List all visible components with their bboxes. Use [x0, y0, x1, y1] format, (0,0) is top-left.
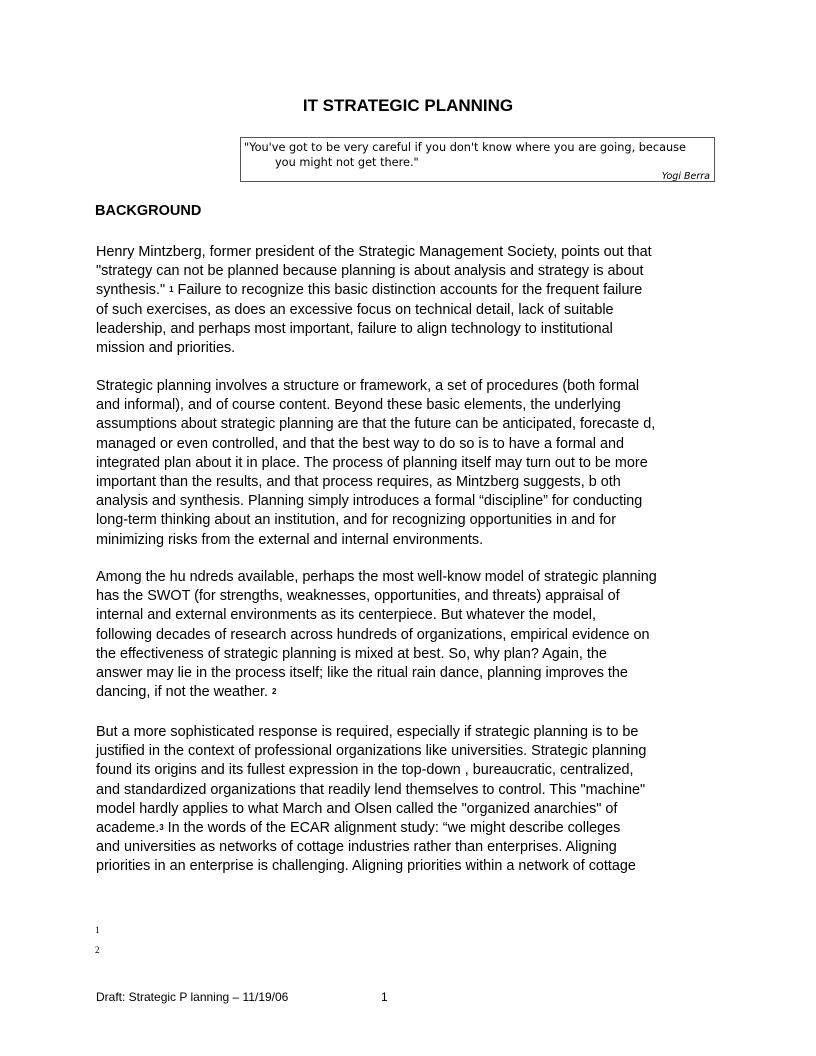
footnote-marker: 2 [95, 945, 100, 955]
paragraph-1 [96, 243, 736, 358]
paragraph-line [96, 683, 736, 702]
paragraph-line: analysis and synthesis. Planning simply introduces a formal “discipline” for conducting [96, 493, 643, 510]
paragraph-line-rest: Failure to recognize this basic distinction accounts for the frequent failure [173, 282, 643, 299]
paragraph-line: priorities in an enterprise is challenging. Aligning priorities within a network of cottage [96, 858, 636, 875]
paragraph-line: assumptions about strategic planning are that the future can be anticipated, forecaste d, [96, 416, 656, 433]
paragraph-line: internal and external environments as its centerpiece. But whatever the model, [96, 607, 596, 624]
quote-line-2: you might not get there." [275, 156, 419, 169]
paragraph-line: integrated plan about it in place. The process of planning itself may turn out to be more [96, 454, 648, 471]
paragraph-line: minimizing risks from the external and internal environments. [96, 531, 484, 548]
paragraph-line: Strategic planning involves a structure or framework, a set of procedures (both formal [96, 378, 640, 394]
footnote-ref[interactable]: 2 [272, 687, 277, 697]
paragraph-line: long-term thinking about an institution, and for recognizing opportunities in and for [96, 512, 616, 529]
quote-box [240, 137, 715, 182]
page-title: IT STRATEGIC PLANNING [302, 96, 514, 115]
paragraph-line: following decades of research across hundreds of organizations, empirical evidence on [96, 626, 650, 643]
paragraph-line: of such exercises, as does an excessive focus on technical detail, lack of suitable [96, 301, 614, 318]
paragraph-line: leadership, and perhaps most important, failure to align technology to institutional [96, 320, 613, 337]
paragraph-line-rest: In the words of the ECAR alignment study: “we might describe colleges [163, 820, 621, 837]
paragraph-line: the effectiveness of strategic planning is mixed at best. So, why plan? Again, the [96, 645, 607, 662]
paragraph-line-start: dancing, if not the weather. [96, 684, 273, 701]
paragraph-line: justified in the context of professional organizations like universities. Strategic planning [96, 743, 647, 760]
page-footer [96, 990, 388, 1004]
paragraph-line: and standardized organizations that readily lend themselves to control. This "machine" [96, 781, 646, 798]
page-number: 1 [381, 990, 388, 1004]
paragraph-line-start: academe. [96, 820, 160, 837]
paragraph-line: found its origins and its fullest expression in the top-down , bureaucratic, centralized, [96, 762, 634, 779]
paragraph-line: and universities as networks of cottage industries rather than enterprises. Aligning [96, 839, 617, 856]
paragraph-line [96, 819, 736, 838]
paragraph-line: But a more sophisticated response is required, especially if strategic planning is to be [96, 724, 639, 740]
footnote-ref[interactable]: 1 [169, 285, 174, 295]
paragraph-line: Among the hu ndreds available, perhaps the most well-know model of strategic planning [96, 569, 657, 585]
paragraph-line: has the SWOT (for strengths, weaknesses, opportunities, and threats) appraisal of [96, 588, 620, 605]
paragraph-2 [96, 377, 736, 550]
section-heading: BACKGROUND [95, 203, 202, 219]
paragraph-line: "strategy can not be planned because planning is about analysis and strategy is about [96, 263, 644, 280]
paragraph-line: managed or even controlled, and that the best way to do so is to have a formal and [96, 435, 624, 452]
paragraph-3 [96, 568, 736, 702]
paragraph-line [96, 281, 736, 300]
paragraph-line: answer may lie in the process itself; like the ritual rain dance, planning improves the [96, 665, 628, 682]
paragraph-line-start: synthesis." [96, 282, 170, 299]
quote-attribution: Yogi Berra [661, 171, 710, 182]
paragraph-line: model hardly applies to what March and Olsen called the "organized anarchies" of [96, 800, 618, 817]
footnote-ref[interactable]: 3 [159, 823, 164, 833]
paragraph-line: mission and priorities. [96, 340, 236, 357]
quote-line-1: "You've got to be very careful if you don't know where you are going, because [244, 141, 686, 154]
footer-text: Draft: Strategic P lanning – 11/19/06 [96, 990, 289, 1004]
paragraph-4 [96, 723, 736, 877]
paragraph-line: and informal), and of course content. Beyond these basic elements, the underlying [96, 397, 621, 414]
paragraph-line: Henry Mintzberg, former president of the Strategic Management Society, points out that [96, 244, 652, 260]
paragraph-line: important than the results, and that process requires, as Mintzberg suggests, b oth [96, 474, 621, 491]
footnote-marker: 1 [95, 925, 100, 935]
